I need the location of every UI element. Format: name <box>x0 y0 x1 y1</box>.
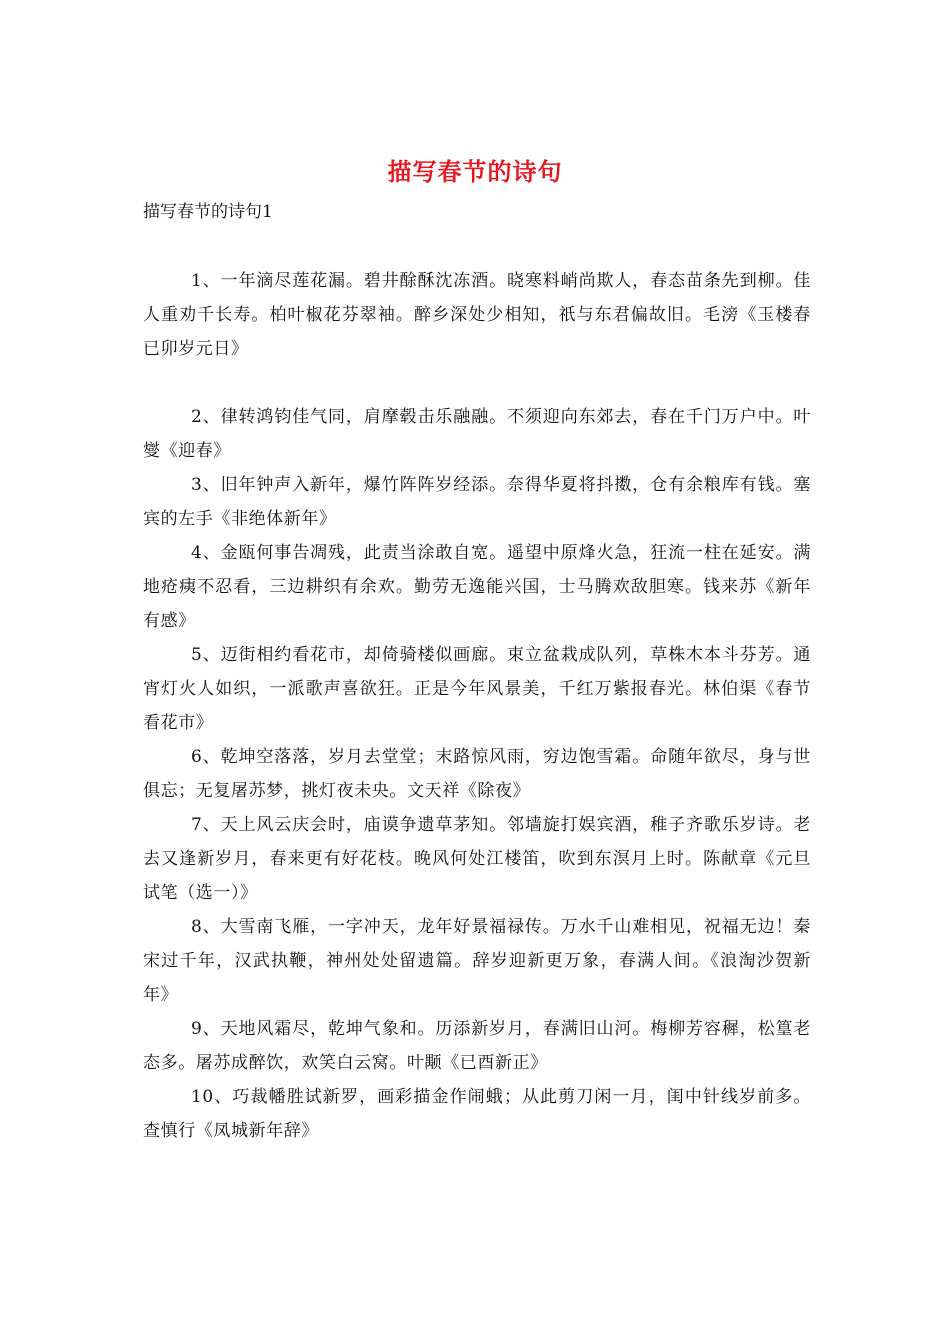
poem-paragraph: 7、天上风云庆会时，庙谟争遗草茅知。邻墙旋打娱宾酒，稚子齐歌乐岁诗。老去又逢新岁月，春来更有好花枝。晚风何处江楼笛，吹到东溟月上时。陈献章《元旦试笔（选一）》 <box>143 815 811 903</box>
section-heading: 描写春节的诗句1 <box>143 202 273 222</box>
poem-paragraph: 10、巧裁幡胜试新罗，画彩描金作闹蛾；从此剪刀闲一月，闺中针线岁前多。查慎行《凤城新年辞》 <box>143 1087 811 1141</box>
poem-paragraph: 1、一年滴尽莲花漏。碧井酴酥沈冻酒。晓寒料峭尚欺人，春态苗条先到柳。佳人重劝千长寿。柏叶椒花芬翠袖。醉乡深处少相知，祇与东君偏故旧。毛滂《玉楼春已卯岁元日》 <box>143 271 811 359</box>
poem-paragraph: 6、乾坤空落落，岁月去堂堂；末路惊风雨，穷边饱雪霜。命随年欲尽，身与世俱忘；无复屠苏梦，挑灯夜未央。文天祥《除夜》 <box>143 747 811 801</box>
poem-paragraph: 3、旧年钟声入新年，爆竹阵阵岁经添。奈得华夏将抖擞，仓有余粮库有钱。塞宾的左手《非绝体新年》 <box>143 475 811 529</box>
page-title: 描写春节的诗句 <box>387 157 563 186</box>
poem-list <box>143 264 811 1148</box>
poem-paragraph: 4、金瓯何事告凋残，此责当涂敢自宽。遥望中原烽火急，狂流一柱在延安。满地疮痍不忍看，三边耕织有余欢。勤劳无逸能兴国，士马腾欢敌胆寒。钱来苏《新年有感》 <box>143 543 811 631</box>
poem-paragraph: 5、迈街相约看花市，却倚骑楼似画廊。束立盆栽成队列，草株木本斗芬芳。通宵灯火人如织，一派歌声喜欲狂。正是今年风景美，千红万紫报春光。林伯渠《春节看花市》 <box>143 645 811 733</box>
poem-paragraph: 2、律转鸿钧佳气同，肩摩毂击乐融融。不须迎向东郊去，春在千门万户中。叶燮《迎春》 <box>143 407 811 461</box>
poem-paragraph: 9、天地风霜尽，乾坤气象和。历添新岁月，春满旧山河。梅柳芳容穉，松篁老态多。屠苏成醉饮，欢笑白云窝。叶颙《已酉新正》 <box>143 1019 811 1073</box>
poem-paragraph: 8、大雪南飞雁，一字冲天，龙年好景福禄传。万水千山难相见，祝福无边！秦宋过千年，汉武执鞭，神州处处留遗篇。辞岁迎新更万象，春满人间。《浪淘沙贺新年》 <box>143 917 811 1005</box>
